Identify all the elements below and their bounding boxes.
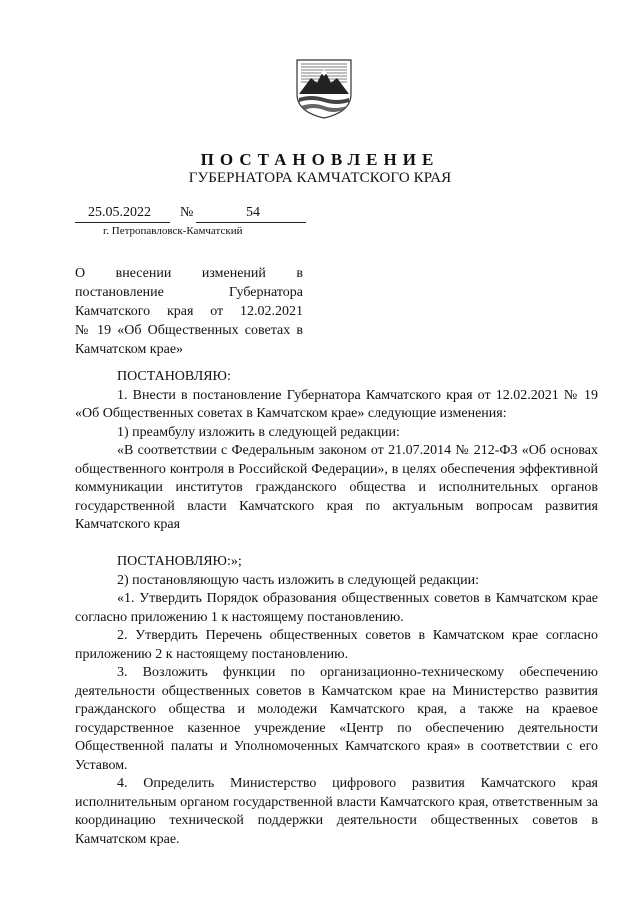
body-paragraph: 4. Определить Министерство цифрового развития Камчатского края исполнительным органом государственной власти Камчатского края, ответственным за координацию технической поддержки деятельности общественных советов в Камчатском крае. xyxy=(75,776,598,847)
body-paragraph: 1. Внести в постановление Губернатора Камчатского края от 12.02.2021 № 19 «Об Общественных советах в Камчатском крае» следующие изменения: xyxy=(75,387,598,421)
subject-line: Камчатского края от 12.02.2021 xyxy=(75,304,303,319)
document-city: г. Петропавловск-Камчатский xyxy=(103,225,243,237)
date-underline xyxy=(75,222,170,223)
body-paragraph: ПОСТАНОВЛЯЮ: xyxy=(117,369,231,384)
body-paragraph: 3. Возложить функции по организационно-техническому обеспечению деятельности общественных советов в Камчатском крае на Министерство развития гражданского общества и молодежи Камчатского края, а также на краевое государственное казенное учреждение «Центр по обеспечению деятельности Общественной палаты и Уполномоченных Камчатского края» в соответствии с его Уставом. xyxy=(75,665,598,773)
body-paragraph: «1. Утвердить Порядок образования общественных советов в Камчатском крае согласно приложению 1 к настоящему постановлению. xyxy=(75,591,598,625)
body-paragraph: 1) преамбулу изложить в следующей редакции: xyxy=(117,424,400,440)
document-title: ПОСТАНОВЛЕНИЕ xyxy=(200,150,440,169)
document-subject xyxy=(75,264,303,359)
number-sign: № xyxy=(180,205,194,220)
document-number: 54 xyxy=(246,205,260,220)
body-paragraph: ПОСТАНОВЛЯЮ:»; xyxy=(117,554,242,569)
body-paragraph: 2. Утвердить Перечень общественных советов в Камчатском крае согласно приложению 2 к настоящему постановлению. xyxy=(75,628,598,662)
document-subtitle: ГУБЕРНАТОРА КАМЧАТСКОГО КРАЯ xyxy=(188,170,452,186)
coat-of-arms-icon xyxy=(293,56,355,120)
body-paragraph: «В соответствии с Федеральным законом от 21.07.2014 № 212-ФЗ «Об основах общественного контроля в Российской Федерации», в целях обеспечения эффективной коммуникации институтов гражданского общества и исполнительных органов государственной власти Камчатского края по актуальным вопросам развития Камчатского края xyxy=(75,443,598,532)
subject-line: № 19 «Об Общественных советах в xyxy=(75,323,303,338)
subject-line: О внесении изменений в xyxy=(75,266,303,281)
document-body xyxy=(75,368,598,849)
subject-line: Камчатском крае» xyxy=(75,342,184,357)
number-underline xyxy=(196,222,306,223)
body-paragraph: 2) постановляющую часть изложить в следующей редакции: xyxy=(117,572,480,588)
subject-line: постановление Губернатора xyxy=(75,285,303,300)
document-date: 25.05.2022 xyxy=(88,205,151,220)
